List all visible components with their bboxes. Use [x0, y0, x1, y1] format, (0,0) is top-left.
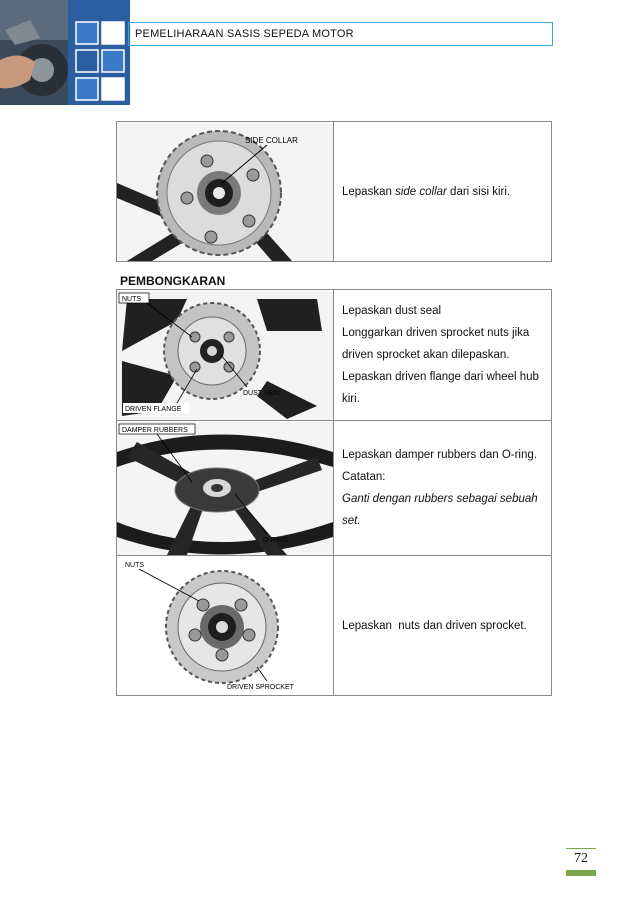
- damper-rubbers-figure: [117, 421, 334, 556]
- label-side-collar: SIDE COLLAR: [245, 135, 298, 145]
- label-nuts: NUTS: [122, 295, 142, 303]
- instruction-table-top: [116, 121, 552, 262]
- label-dust-seal: DUST SEAL: [243, 389, 282, 397]
- instruction-table-disassembly: [116, 289, 552, 696]
- instruction-text: [334, 556, 552, 696]
- label-driven-flange: DRIVEN FLANGE: [125, 405, 182, 413]
- instruction-text: [334, 122, 552, 262]
- instruction-line: driven sprocket akan dilepaskan.: [342, 349, 510, 361]
- page-number-bar: [566, 870, 596, 876]
- instruction-text-italic: side collar: [395, 185, 447, 198]
- label-driven-sprocket: DRIVEN SPROCKET: [227, 683, 294, 691]
- header-title: PEMELIHARAAN SASIS SEPEDA MOTOR: [128, 22, 553, 46]
- instruction-line: Catatan:: [342, 471, 386, 483]
- instruction-text-part: dari sisi kiri.: [446, 185, 511, 198]
- instruction-line: kiri.: [342, 393, 360, 405]
- dust-seal-figure: [117, 290, 334, 421]
- instruction-line: Lepaskan driven flange dari wheel hub: [342, 371, 539, 383]
- driven-sprocket-figure: [117, 556, 334, 696]
- label-nuts: NUTS: [125, 561, 145, 569]
- instruction-text-part: Lepaskan: [342, 185, 396, 198]
- table-row: [117, 556, 552, 696]
- instruction-text: [334, 421, 552, 556]
- header-squares-decoration: [68, 0, 130, 105]
- instruction-line: Longgarkan driven sprocket nuts jika: [342, 327, 530, 339]
- side-collar-figure: [117, 122, 334, 262]
- label-damper-rubbers: DAMPER RUBBERS: [122, 426, 188, 434]
- label-o-ring: O-RING: [263, 536, 289, 544]
- page-number-rule: [566, 848, 596, 849]
- instruction-text: [334, 290, 552, 421]
- page-number: 72: [574, 851, 588, 866]
- table-row: [117, 122, 552, 262]
- instruction-line: Lepaskan dust seal: [342, 305, 442, 317]
- section-heading: PEMBONGKARAN: [120, 274, 226, 288]
- instruction-line: Lepaskan damper rubbers dan O-ring.: [342, 449, 537, 461]
- table-row: [117, 290, 552, 421]
- instruction-line-italic: set.: [342, 515, 361, 527]
- instruction-line-italic: Ganti dengan rubbers sebagai sebuah: [342, 493, 538, 505]
- instruction-line: Lepaskan nuts dan driven sprocket.: [342, 619, 527, 632]
- header-photo: [0, 0, 68, 105]
- table-row: [117, 421, 552, 556]
